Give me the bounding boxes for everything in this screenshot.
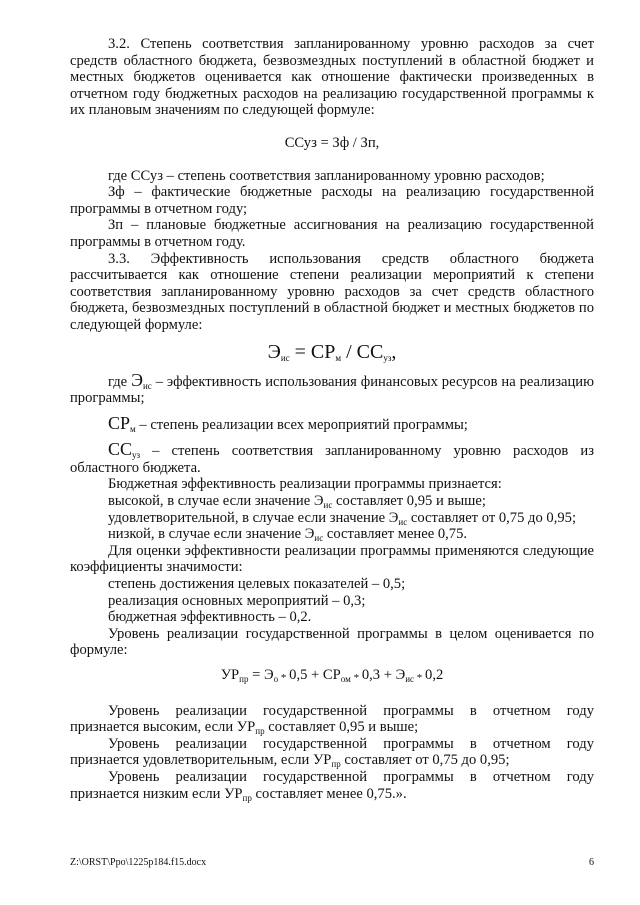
result-high-line1: Уровень реализации государственной программы в отчетном году (108, 702, 594, 719)
definition-ccuz: где ССуз – степень соответствия запланированному уровню расходов; (108, 167, 545, 184)
coefficient-budget: бюджетная эффективность – 0,2. (108, 609, 312, 626)
paragraph-3-2: 3.2. Степень соответствия запланированному уровню расходов за счет средств областного бюджета, безвозмездных поступлений в областной бюджет и местных бюджетов оценивается как отношение фактически произведенных в отчетном году бюджетных расходов на реализацию государственной программы к их плановым значениям по следующей формуле: (70, 36, 594, 119)
file-path: Z:\ORST\Ppo\1225p184.f15.docx (70, 857, 207, 868)
definition-eis: где $Э_{ис}$ – эффективность использования финансовых ресурсов на реализацию программы; (70, 369, 594, 407)
definition-ccuz-2: $СС_{уз}$ – степень соответствия запланированному уровню расходов из областного бюджета. (70, 439, 594, 476)
result-satisfactory-line2: признается удовлетворительным, если $УР_{пр}$ составляет от 0,75 до 0,95; (70, 752, 510, 770)
formula-urpr: $УР_{пр} = Э_о * 0,5 + СР_{ом} * 0,3 + Э_{ис} * 0,2$ (220, 667, 444, 684)
page-number: 6 (589, 857, 594, 868)
document-page (70, 36, 594, 802)
result-satisfactory-line1: Уровень реализации государственной программы в отчетном году (108, 735, 594, 752)
formula-ccuz: ССуз = Зф / Зп, (284, 134, 380, 151)
coefficient-activities: реализация основных мероприятий – 0,3; (108, 592, 366, 609)
result-low-line2: признается низким если $УР_{пр}$ составляет менее 0,75.». (70, 785, 407, 803)
level-low: низкой, в случае если значение $Э_{ис}$ составляет менее 0,75. (108, 526, 468, 544)
level-high: высокой, в случае если значение $Э_{ис}$ составляет 0,95 и выше; (108, 493, 486, 511)
definition-crm: $СР_м$ – степень реализации всех мероприятий программы; (108, 412, 468, 434)
result-high-line2: признается высоким, если $УР_{пр}$ составляет 0,95 и выше; (70, 719, 419, 737)
definition-zp: Зп – плановые бюджетные ассигнования на реализацию государственной программы в отчетном году. (70, 217, 594, 250)
coefficients-intro: Для оценки эффективности реализации программы применяются следующие коэффициенты значимости: (70, 542, 594, 576)
formula-eis: $Э_{ис} = СР_м / СС_{уз}$, (267, 340, 397, 363)
result-low-line1: Уровень реализации государственной программы в отчетном году (108, 768, 594, 785)
paragraph-3-3: 3.3. Эффективность использования средств областного бюджета рассчитывается как отношение степени реализации мероприятий к степени соответствия запланированному уровню расходов за счет средств областного бюджета, безвозмездных поступлений в областной бюджет и местных бюджетов по следующей формуле: (70, 250, 594, 333)
overall-level-intro: Уровень реализации государственной программы в целом оценивается по формуле: (70, 625, 594, 659)
budget-efficiency-intro: Бюджетная эффективность реализации программы признается: (108, 476, 502, 493)
level-satisfactory: удовлетворительной, в случае если значение $Э_{ис}$ составляет от 0,75 до 0,95; (108, 509, 576, 527)
page-footer (70, 855, 594, 872)
definition-zf: Зф – фактические бюджетные расходы на реализацию государственной программы в отчетном году; (70, 184, 594, 217)
coefficient-targets: степень достижения целевых показателей – 0,5; (108, 576, 406, 593)
